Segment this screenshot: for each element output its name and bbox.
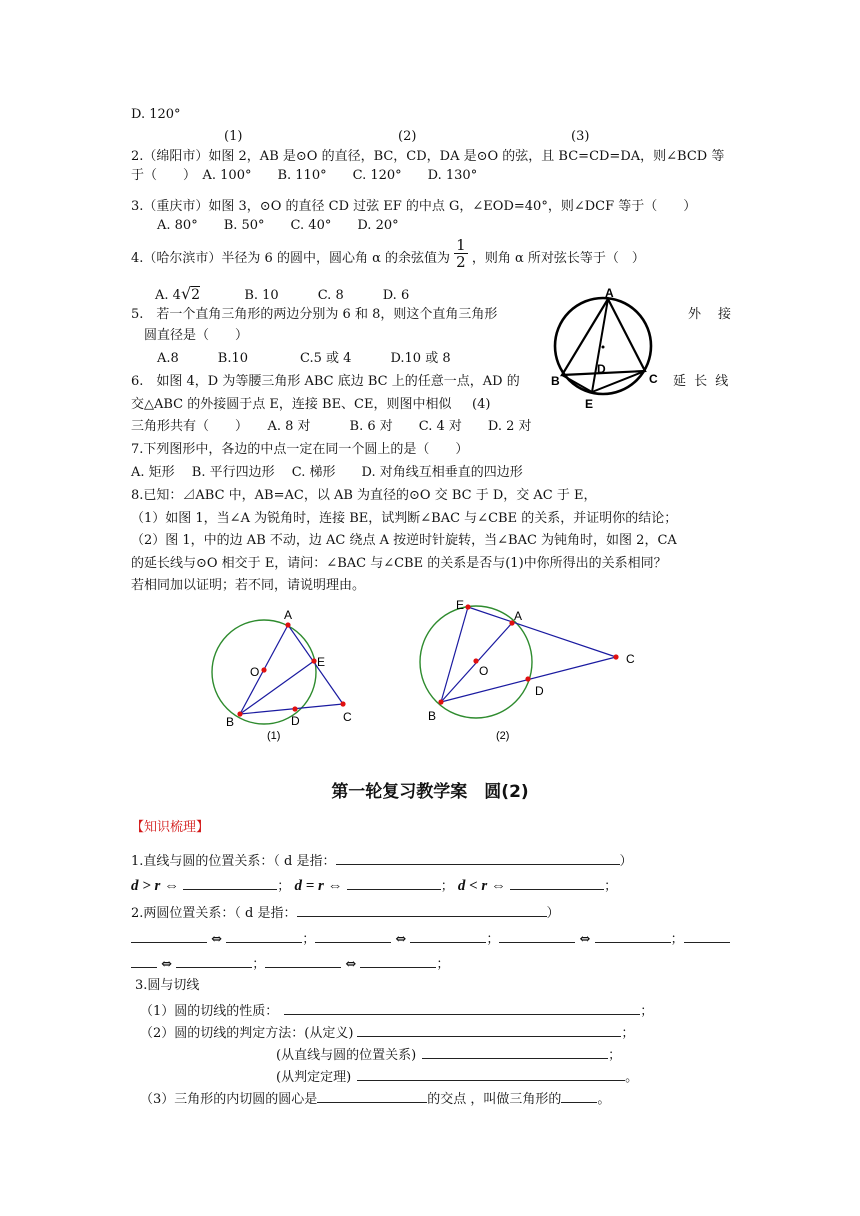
circles-relation-line-1	[131, 929, 730, 949]
cr-arrow-3: ⇔	[579, 932, 591, 947]
cr-blank-4	[410, 929, 486, 943]
f1-label-a: A	[284, 608, 293, 622]
f2-label-c: C	[626, 652, 635, 666]
f1-caption: (1)	[267, 730, 281, 742]
q4-option-a: A. 4	[155, 288, 181, 303]
f2-label-b: B	[428, 709, 437, 723]
semi-2: ；	[440, 879, 454, 894]
q6-line2: 交△ABC 的外接圆于点 E，连接 BE、CE，则图中相似	[131, 397, 452, 412]
relations-line	[131, 876, 617, 896]
q8-line1: 8.已知：⊿ABC 中，AB=AC，以 AB 为直径的⊙O 交 BC 于 D，交 AC 于 E，	[131, 488, 597, 503]
q6-line1: 6. 如图 4，D 为等腰三角形 ABC 底边 BC 上的任意一点，AD 的	[131, 374, 520, 389]
fraction-denominator: 2	[456, 253, 466, 271]
q4-options-rest: B. 10 C. 8 D. 6	[244, 288, 410, 303]
t2-blank	[357, 1023, 621, 1037]
figure-label-1: (1)	[224, 129, 243, 144]
knowledge-tag: 【知识梳理】	[131, 820, 210, 835]
fig4-label-a: A	[605, 286, 614, 300]
s1-line	[131, 851, 633, 871]
cr-arrow-5: ⇔	[345, 957, 357, 972]
cr-semi-5: ；	[436, 957, 450, 972]
t1-blank	[284, 1001, 640, 1015]
cr-blank-5	[499, 929, 575, 943]
blank-gt	[183, 876, 277, 890]
semi-3: ；	[604, 879, 618, 894]
f1-label-e: E	[317, 655, 326, 669]
cr-semi-4: ；	[252, 957, 266, 972]
fig4-label-b: B	[551, 374, 560, 388]
relation-gt: d > r ⇔	[131, 878, 180, 894]
t2b-label: (从直线与圆的位置关系)	[276, 1048, 417, 1063]
cr-blank-2	[226, 929, 302, 943]
q8-line3: （2）图 1，中的边 AB 不动，边 AC 绕点 A 按逆时针旋转，当∠BAC 为钝角时，如图 2，CA	[131, 533, 677, 548]
f1-label-o: O	[250, 665, 260, 679]
q6-line3: 三角形共有（ ） A. 8 对 B. 6 对 C. 4 对 D. 2 对	[131, 419, 532, 434]
blank-lt	[510, 876, 604, 890]
q7-line1: 7.下列图形中，各边的中点一定在同一个圆上的是（ ）	[131, 442, 469, 457]
tangent-judgement-definition	[140, 1023, 634, 1043]
fig4-label-d: D	[597, 362, 606, 376]
q3-options: A. 80° B. 50° C. 40° D. 20°	[157, 218, 399, 233]
cr-blank-11	[360, 954, 436, 968]
fig4-label-e: E	[585, 397, 594, 411]
figure-label-3: (3)	[571, 129, 590, 144]
cr-arrow-1: ⇔	[211, 932, 223, 947]
t3-blank-2	[561, 1089, 597, 1103]
cr-blank-6	[595, 929, 671, 943]
f1-label-b: B	[226, 715, 235, 729]
tangent-property	[140, 1001, 653, 1021]
q8-line4: 的延长线与⊙O 相交于 E，请问：∠BAC 与∠CBE 的关系是否与(1)中你所得出的关系相同？	[131, 556, 667, 571]
t1-label: （1）圆的切线的性质：	[140, 1004, 279, 1019]
q1-option-d: D. 120°	[131, 107, 181, 122]
t3c-period: 。	[597, 1092, 611, 1107]
s1-close: ）	[619, 854, 633, 869]
f1-label-c: C	[343, 710, 352, 724]
q5-options: A.8 B.10 C.5 或 4 D.10 或 8	[157, 351, 451, 366]
sqrt-symbol: √	[180, 284, 192, 303]
f2-label-o: O	[479, 664, 489, 678]
figure-label-2: (2)	[398, 129, 417, 144]
q2-line2: 于（ ） A. 100° B. 110° C. 120° D. 130°	[131, 168, 478, 183]
fraction-numerator: 1	[456, 236, 466, 254]
t2b-blank	[422, 1045, 608, 1059]
f2-label-e: E	[456, 598, 465, 612]
relation-eq: d = r ⇔	[294, 878, 343, 894]
q4-options	[155, 285, 409, 305]
t2-label: （2）圆的切线的判定方法：(从定义)	[140, 1026, 354, 1041]
cr-blank-7	[684, 929, 730, 943]
relation-lt: d < r ⇔	[457, 878, 507, 894]
q4-text-b: ，则角 α 所对弦长等于（ ）	[471, 251, 645, 266]
incircle-line	[140, 1089, 610, 1109]
sqrt-radicand: 2	[191, 287, 201, 303]
q5-line1-right: 外 接	[688, 307, 734, 322]
q8-figure-2	[410, 597, 650, 747]
s2-close: ）	[546, 906, 560, 921]
q8-line5: 若相同加以证明；若不同，请说明理由。	[131, 578, 366, 593]
cr-semi-3: ；	[670, 932, 684, 947]
q8-line2: （1）如图 1，当∠A 为锐角时，连接 BE，试判断∠BAC 与∠CBE 的关系，并证明你的结论；	[131, 511, 678, 526]
tangent-judgement-theorem	[276, 1067, 638, 1087]
cr-arrow-4: ⇔	[161, 957, 173, 972]
t2b-semi: ；	[608, 1048, 622, 1063]
cr-semi-1: ；	[302, 932, 316, 947]
t3b-label: 的交点 ，叫做三角形的	[427, 1092, 562, 1107]
q8-figure-1	[200, 600, 380, 750]
figure-4-circle-triangle	[545, 282, 665, 414]
t2-semi: ；	[621, 1026, 635, 1041]
t3-blank-1	[317, 1089, 427, 1103]
blank-eq	[347, 876, 441, 890]
q5-line2: 圆直径是（ ）	[144, 328, 249, 343]
circles-relation-line-2	[131, 954, 449, 974]
cr-arrow-2: ⇔	[395, 932, 407, 947]
cr-semi-2: ；	[486, 932, 500, 947]
q7-line2: A. 矩形 B. 平行四边形 C. 梯形 D. 对角线互相垂直的四边形	[131, 465, 523, 480]
cr-blank-9	[176, 954, 252, 968]
cr-blank-10	[265, 954, 341, 968]
cr-blank-3	[315, 929, 391, 943]
t1-semi: ；	[640, 1004, 654, 1019]
q2-line1: 2.（绵阳市）如图 2，AB 是⊙O 的直径，BC，CD，DA 是⊙O 的弦，且 BC=CD=DA，则∠BCD 等	[131, 149, 725, 164]
f2-caption: (2)	[496, 730, 510, 742]
s1-label: 1.直线与圆的位置关系：（ d 是指：	[131, 854, 336, 869]
q4-line1	[131, 236, 645, 271]
semi-1: ；	[277, 879, 291, 894]
q4-text-a: 4.（哈尔滨市）半径为 6 的圆中，圆心角 α 的余弦值为	[131, 251, 450, 266]
fig4-label-c: C	[649, 372, 658, 386]
q6-line1-right: 延 长 线	[673, 374, 731, 389]
f2-label-a: A	[514, 609, 523, 623]
t3a-label: （3）三角形的内切圆的圆心是	[140, 1092, 318, 1107]
s3-heading: 3.圆与切线	[135, 978, 200, 993]
cr-blank-1	[131, 929, 207, 943]
tangent-judgement-position	[276, 1045, 621, 1065]
section-title: 第一轮复习教学案 圆(2)	[331, 782, 529, 802]
s2-label: 2.两圆位置关系：（ d 是指：	[131, 906, 297, 921]
s1-blank	[336, 851, 620, 865]
half-fraction	[454, 237, 468, 270]
q5-line1: 5. 若一个直角三角形的两边分别为 6 和 8，则这个直角三角形	[131, 307, 498, 322]
s2-blank	[297, 903, 547, 917]
figure-label-4: (4)	[472, 397, 491, 412]
t2c-period: 。	[625, 1070, 639, 1085]
t2c-label: (从判定定理)	[276, 1070, 352, 1085]
t2c-blank	[357, 1067, 625, 1081]
f2-label-d: D	[535, 684, 544, 698]
s2-line	[131, 903, 560, 923]
q3-line1: 3.（重庆市）如图 3，⊙O 的直径 CD 过弦 EF 的中点 G，∠EOD=40°，则∠DCF 等于（ ）	[131, 199, 697, 214]
cr-blank-8	[131, 954, 157, 968]
f1-label-d: D	[291, 714, 300, 728]
